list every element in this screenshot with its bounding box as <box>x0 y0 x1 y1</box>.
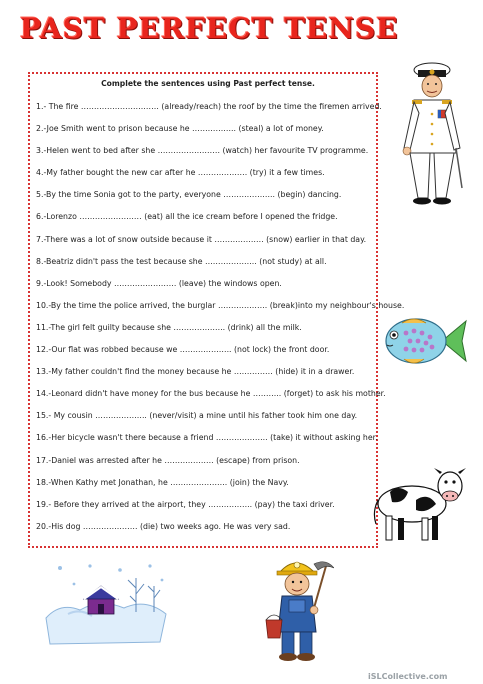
sentence-item: 18.-When Kathy met Jonathan, he …………………. (join) the Navy. <box>36 477 289 487</box>
sentence-item: 19.- Before they arrived at the airport, they …………….. (pay) the taxi driver. <box>36 499 335 509</box>
sentence-item: 17.-Daniel was arrested after he ………………. (escape) from prison. <box>36 455 300 465</box>
sentence-item: 16.-Her bicycle wasn't there because a friend ……………….. (take) it without asking her. <box>36 433 378 443</box>
sentence-item: 15.- My cousin ……………….. (never/visit) a mine until his father took him one day. <box>36 411 358 421</box>
sentence-item: 2.-Joe Smith went to prison because he …………….. (steal) a lot of money. <box>36 124 324 134</box>
sentence-item: 20.-His dog ………………… (die) two weeks ago. He was very sad. <box>36 521 291 531</box>
page-title: PAST PERFECT TENSE <box>20 12 399 45</box>
sentence-item: 12.-Our flat was robbed because we ……………….. (not lock) the front door. <box>36 345 330 355</box>
cow-illustration <box>370 462 470 547</box>
sentence-item: 6.-Lorenzo …………………… (eat) all the ice cream before I opened the fridge. <box>36 212 338 222</box>
sentence-item: 8.-Beatriz didn't pass the test because she ……………….. (not study) at all. <box>36 256 327 266</box>
sentence-item: 3.-Helen went to bed after she …………………… (watch) her favourite TV programme. <box>36 146 369 156</box>
sentence-item: 1.- The fire ………………………… (already/reach) the roof by the time the firemen arrived. <box>36 102 382 111</box>
sentence-list <box>36 96 405 538</box>
instruction-text: Complete the sentences using Past perfect tense. <box>101 79 315 88</box>
sentence-item: 5.-By the time Sonia got to the party, everyone ……………….. (begin) dancing. <box>36 190 342 200</box>
sentence-item: 7.-There was a lot of snow outside because it ………………. (snow) earlier in that day. <box>36 234 367 244</box>
sentence-item: 13.-My father couldn't find the money because he …………… (hide) it in a drawer. <box>36 367 355 377</box>
sentence-item: 4.-My father bought the new car after he ………………. (try) it a few times. <box>36 168 325 178</box>
sentence-item: 11.-The girl felt guilty because she ……………….. (drink) all the milk. <box>36 322 302 332</box>
naval-officer-illustration <box>392 58 472 208</box>
sentence-item: 9.-Look! Somebody …………………… (leave) the windows open. <box>36 278 282 288</box>
watermark: iSLCollective.com <box>368 672 448 681</box>
fish-illustration <box>380 313 468 369</box>
miner-illustration <box>262 552 334 664</box>
sentence-item: 10.-By the time the police arrived, the burglar ………………. (break)into my neighbour's house. <box>36 300 405 310</box>
sentence-item: 14.-Leonard didn't have money for the bus because he ……….. (forget) to ask his mother. <box>36 389 386 399</box>
snowy-house-illustration <box>40 558 172 648</box>
